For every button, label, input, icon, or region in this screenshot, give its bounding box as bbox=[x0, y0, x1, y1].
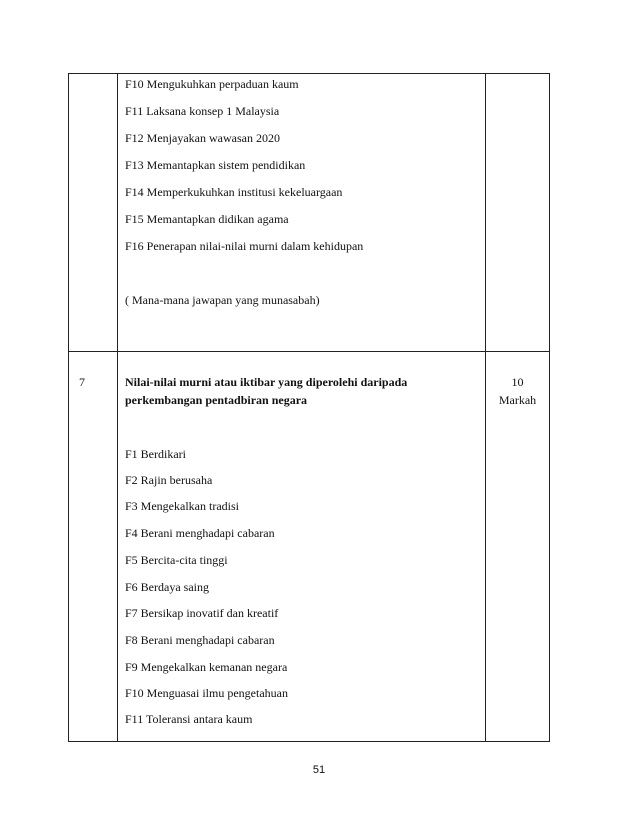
list-item: F11 Laksana konsep 1 Malaysia bbox=[125, 104, 280, 118]
question-heading-continued: perkembangan pentadbiran negara bbox=[125, 393, 308, 407]
column-divider-number bbox=[117, 74, 118, 741]
list-item: F6 Berdaya saing bbox=[125, 580, 209, 594]
list-item: F8 Berani menghadapi cabaran bbox=[125, 633, 275, 647]
marks-value: 10 bbox=[511, 375, 524, 389]
list-item: F9 Mengekalkan kemanan negara bbox=[125, 660, 288, 674]
list-item: F1 Berdikari bbox=[125, 447, 186, 461]
list-item: F13 Memantapkan sistem pendidikan bbox=[125, 158, 306, 172]
question-heading: Nilai-nilai murni atau iktibar yang diperolehi daripada bbox=[125, 375, 408, 389]
answer-note: ( Mana-mana jawapan yang munasabah) bbox=[125, 293, 320, 307]
list-item: F11 Toleransi antara kaum bbox=[125, 712, 253, 726]
list-item: F4 Berani menghadapi cabaran bbox=[125, 526, 275, 540]
list-item: F7 Bersikap inovatif dan kreatif bbox=[125, 606, 279, 620]
answer-table bbox=[68, 73, 550, 742]
list-item: F2 Rajin berusaha bbox=[125, 473, 213, 487]
list-item: F12 Menjayakan wawasan 2020 bbox=[125, 131, 280, 145]
list-item: F14 Memperkukuhkan institusi kekeluargaan bbox=[125, 185, 343, 199]
row-divider bbox=[69, 351, 549, 352]
list-item: F10 Menguasai ilmu pengetahuan bbox=[125, 686, 288, 700]
list-item: F16 Penerapan nilai-nilai murni dalam kehidupan bbox=[125, 239, 364, 253]
marks-label: Markah bbox=[498, 393, 537, 407]
question-number: 7 bbox=[79, 375, 85, 389]
list-item: F10 Mengukuhkan perpaduan kaum bbox=[125, 77, 299, 91]
list-item: F15 Memantapkan didikan agama bbox=[125, 212, 289, 226]
list-item: F3 Mengekalkan tradisi bbox=[125, 499, 239, 513]
list-item: F5 Bercita-cita tinggi bbox=[125, 553, 228, 567]
page-number: 51 bbox=[312, 764, 326, 776]
